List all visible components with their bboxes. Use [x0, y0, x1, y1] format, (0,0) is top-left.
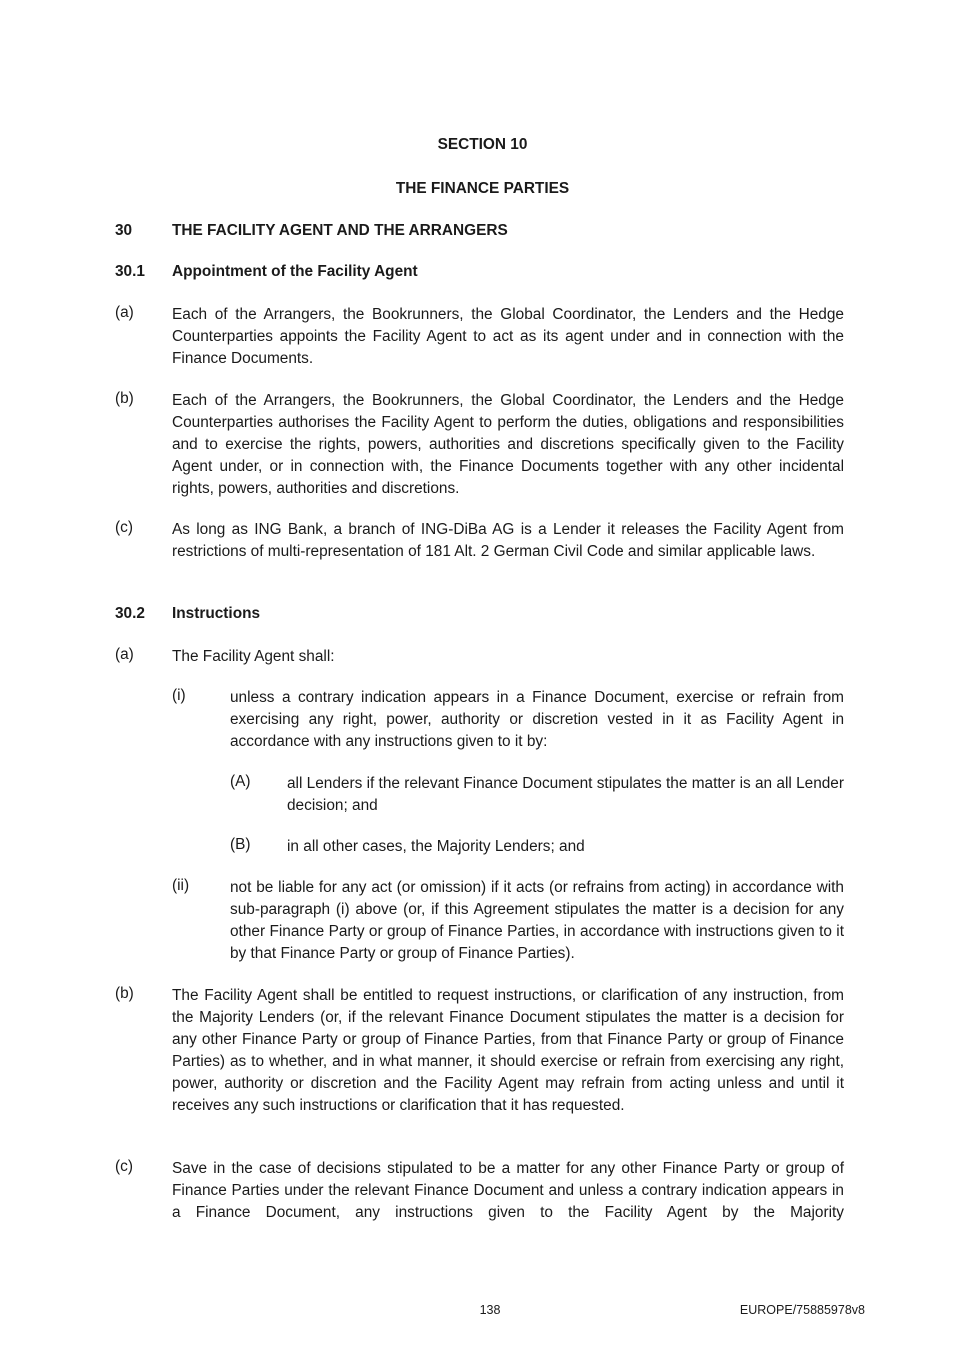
- page-number: 138: [479, 1303, 501, 1317]
- sub2-a-B-label: (B): [230, 836, 251, 853]
- sub2-title: Instructions: [172, 605, 261, 622]
- sub2-c-text: Save in the case of decisions stipulated to be a matter for any other Finance Party or group of Finance Parties under the relevant Finance Document and unless a contrary indication appears in a Finance Document, any instructions given to the Facility Agent by the Majority: [172, 1160, 844, 1221]
- sub1-b-text: Each of the Arrangers, the Bookrunners, the Global Coordinator, the Lenders and the Hedge Counterparties authorises the Facility Agent to perform the duties, obligations and responsibilities and to exercise the rights, powers, authorities and discretions specifically given to the Facility Agent under, or in connection with, the Finance Documents together with any other incidental rights, powers, authorities and discretions.: [172, 392, 844, 497]
- sub1-a-text: Each of the Arrangers, the Bookrunners, the Global Coordinator, the Lenders and the Hedge Counterparties appoints the Facility Agent to act as its agent under and in connection with the Finance Documents.: [172, 306, 844, 367]
- sub2-a-i-label: (i): [172, 687, 186, 704]
- sub2-a-ii-label: (ii): [172, 877, 190, 894]
- section-title: THE FINANCE PARTIES: [395, 180, 570, 197]
- sub1-number: 30.1: [115, 263, 145, 280]
- sub2-c-label: (c): [115, 1158, 133, 1175]
- sub2-number: 30.2: [115, 605, 145, 622]
- sub1-c-text: As long as ING Bank, a branch of ING-DiBa AG is a Lender it releases the Facility Agent from restrictions of multi-representation of 181 Alt. 2 German Civil Code and similar applicable laws.: [172, 521, 844, 560]
- document-reference: EUROPE/75885978v8: [739, 1303, 865, 1317]
- sub2-b-text: The Facility Agent shall be entitled to request instructions, or clarification of any instruction, from the Majority Lenders (or, if the relevant Finance Document stipulates the matter is a decision for any other Finance Party or group of Finance Parties, from that Finance Party or group of Finance Parties) as to whether, and in what manner, it should exercise or refrain from exercising any right, power, authority or discretion and the Facility Agent may refrain from acting unless and until it receives any such instructions or clarification that it has requested.: [172, 987, 844, 1114]
- clause-number: 30: [115, 222, 133, 239]
- section-number: SECTION 10: [437, 136, 528, 153]
- sub1-c-label: (c): [115, 519, 133, 536]
- sub2-a-A-text: all Lenders if the relevant Finance Document stipulates the matter is an all Lender decision; and: [287, 775, 844, 814]
- sub1-title: Appointment of the Facility Agent: [172, 263, 418, 280]
- sub1-a-label: (a): [115, 304, 134, 321]
- sub1-b-label: (b): [115, 390, 134, 407]
- sub2-a-B-text: in all other cases, the Majority Lenders; and: [287, 838, 585, 855]
- sub2-a-ii-text: not be liable for any act (or omission) if it acts (or refrains from acting) in accordance with sub-paragraph (i) above (or, if this Agreement stipulates the matter is a decision for any other Finance Party or group of Finance Parties, in accordance with instructions given to it by that Finance Party or group of Finance Parties).: [230, 879, 844, 962]
- sub2-b-label: (b): [115, 985, 134, 1002]
- sub2-a-i-text: unless a contrary indication appears in a Finance Document, exercise or refrain from exercising any right, power, authority or discretion vested in it as Facility Agent in accordance with any instructions given to it by:: [230, 689, 844, 750]
- sub2-a-A-label: (A): [230, 773, 251, 790]
- clause-title: THE FACILITY AGENT AND THE ARRANGERS: [172, 222, 508, 239]
- sub2-a-text: The Facility Agent shall:: [172, 648, 335, 665]
- sub2-a-label: (a): [115, 646, 134, 663]
